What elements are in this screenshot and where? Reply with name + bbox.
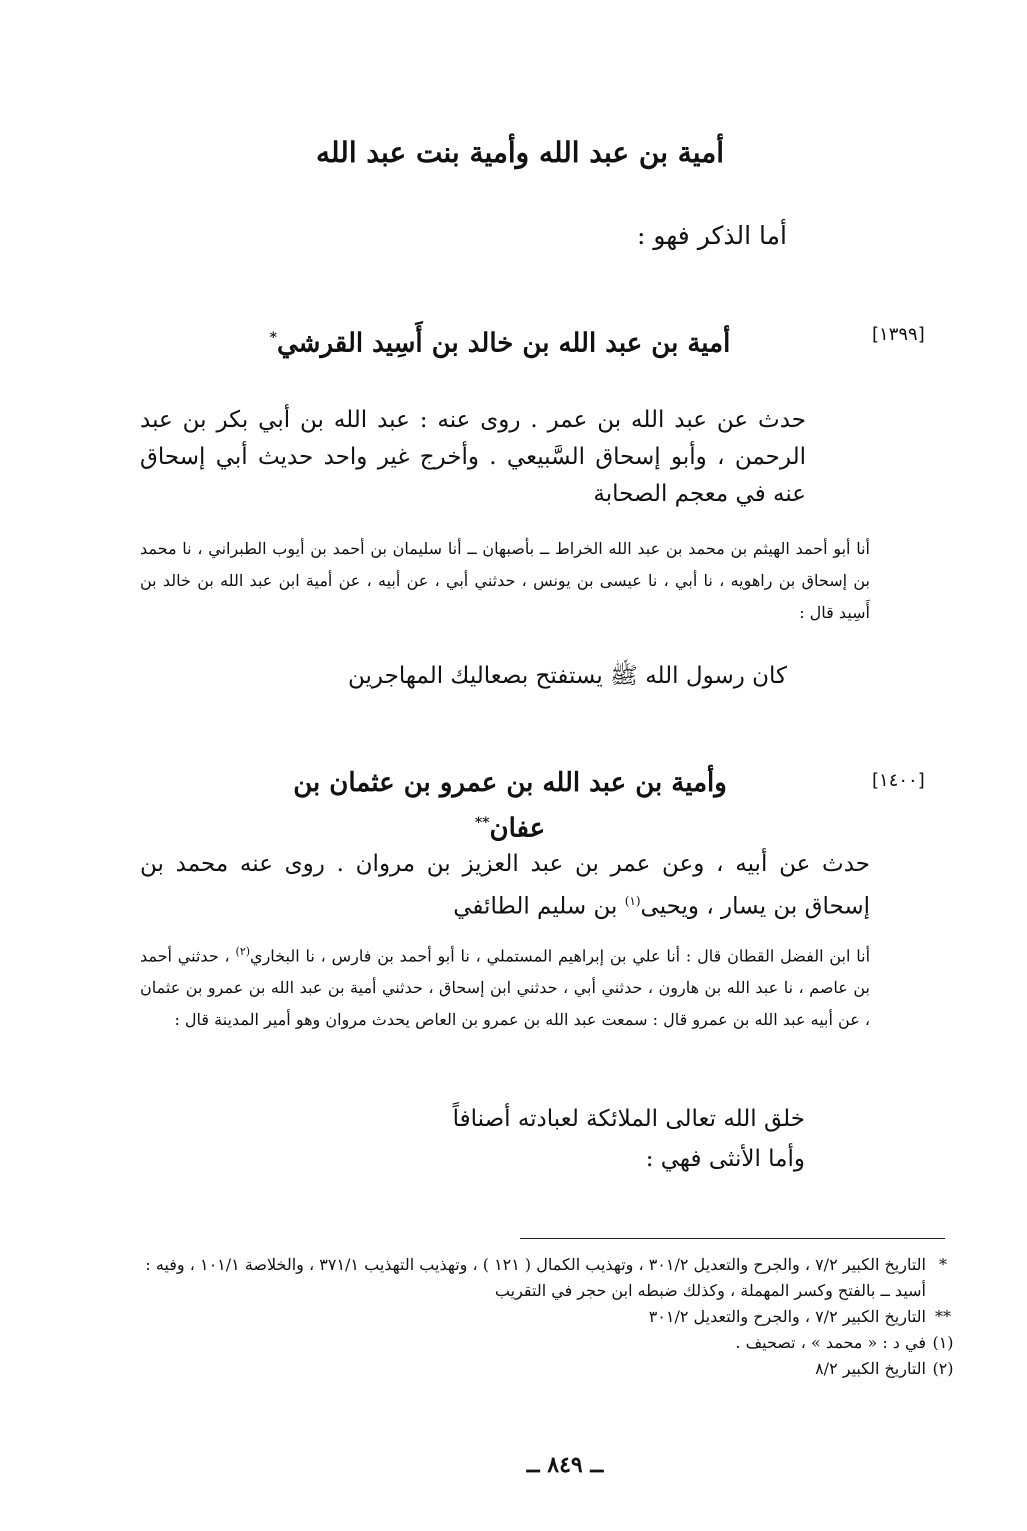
entry-title-text: وأمية بن عبد الله بن عمرو بن عثمان بن عفان [293,768,727,844]
isnad-text-part: أنا ابن الفضل القطان قال : أنا علي بن إبراهيم المستملي ، نا أبو أحمد بن فارس ، نا البخاري [250,946,871,966]
footnote-text: التاريخ الكبير ٨/٢ [815,1359,926,1378]
entry-title-text: أمية بن عبد الله بن خالد بن أَسِيد القرشي [277,328,731,359]
isnad-text [140,936,870,1036]
footnote-text: التاريخ الكبير ٧/٢ ، والجرح والتعديل ٣٠١/٢ ، وتهذيب الكمال ( ١٢١ ) ، وتهذيب التهذيب ٣٧١/١ ، والخلاصة ١٠١/١ ، وفيه : أسيد ــ بالفتح وكسر المهملة ، وكذلك ضبطه ابن حجر في التقريب [145,1255,926,1300]
chapter-title: أمية بن عبد الله وأمية بنت عبد الله [316,136,724,169]
footnote [140,1252,960,1304]
footnote-mark: ** [935,1307,951,1326]
entry-paragraph-text: بن سليم الطائفي [453,893,625,920]
entry-title [250,318,750,364]
footnote-mark: * [939,1255,947,1274]
entry-number: [١٤٠٠] [872,770,925,791]
footnote-marker: ** [474,815,490,831]
page-number: ــ ٨٤٩ ــ [526,1452,604,1478]
footnote-text: في د : « محمد » ، تصحيف . [735,1333,926,1352]
footnote [140,1330,960,1356]
footnote-divider [520,1238,945,1239]
footnote-marker: (٢) [235,945,251,958]
footnote [140,1304,960,1330]
entry-paragraph-text: حدث عن أبيه ، وعن عمر بن عبد العزيز بن مروان . روى عنه محمد بن إسحاق بن يسار ، ويحيى [140,851,870,920]
entry-paragraph [140,846,870,926]
footnote-marker: * [269,330,277,346]
isnad-text-part: ، حدثني أحمد بن عاصم ، نا عبد الله بن هارون ، حدثني أبي ، حدثني ابن إسحاق ، حدثني أمية بن عبد الله بن عمرو بن عثمان ، عن أبيه عبد الله بن عمرو قال : سمعت عبد الله بن عمرو بن العاص يحدث مروان وهو أمير المدينة قال : [140,946,870,1030]
footnote-mark: (٢) [932,1359,954,1378]
entry-title [260,763,760,849]
entry-paragraph-text: حدث عن عبد الله بن عمر . روى عنه : عبد الله بن أبي بكر بن عبد الرحمن ، وأبو إسحاق السَّبيعي . وأخرج غير واحد حديث أبي إسحاق عنه في معجم الصحابة [140,407,806,507]
hadith-text: كان رسول الله ﷺ يستفتح بصعاليك المهاجرين [348,663,787,689]
entry-paragraph [140,402,870,513]
entry-number: [١٣٩٩] [872,324,925,345]
footnote-mark: (١) [932,1333,954,1352]
isnad-text: أنا أبو أحمد الهيثم بن محمد بن عبد الله الخراط ــ بأصبهان ــ أنا سليمان بن أحمد بن أيوب الطبراني ، نا محمد بن إسحاق بن راهويه ، نا أبي ، نا عيسى بن يونس ، حدثني أبي ، عن أبيه ، عن أمية ابن عبد الله بن خالد بن أَسِيد قال : [140,539,870,622]
footnotes [140,1252,960,1382]
hadith-text: خلق الله تعالى الملائكة لعبادته أصنافاً [452,1106,805,1132]
female-intro: وأما الأنثى فهي : [645,1146,805,1172]
male-intro: أما الذكر فهو : [637,221,787,250]
footnote-text: التاريخ الكبير ٧/٢ ، والجرح والتعديل ٣٠١/٢ [648,1307,926,1326]
footnote-marker: (١) [624,894,641,908]
footnote [140,1356,960,1382]
